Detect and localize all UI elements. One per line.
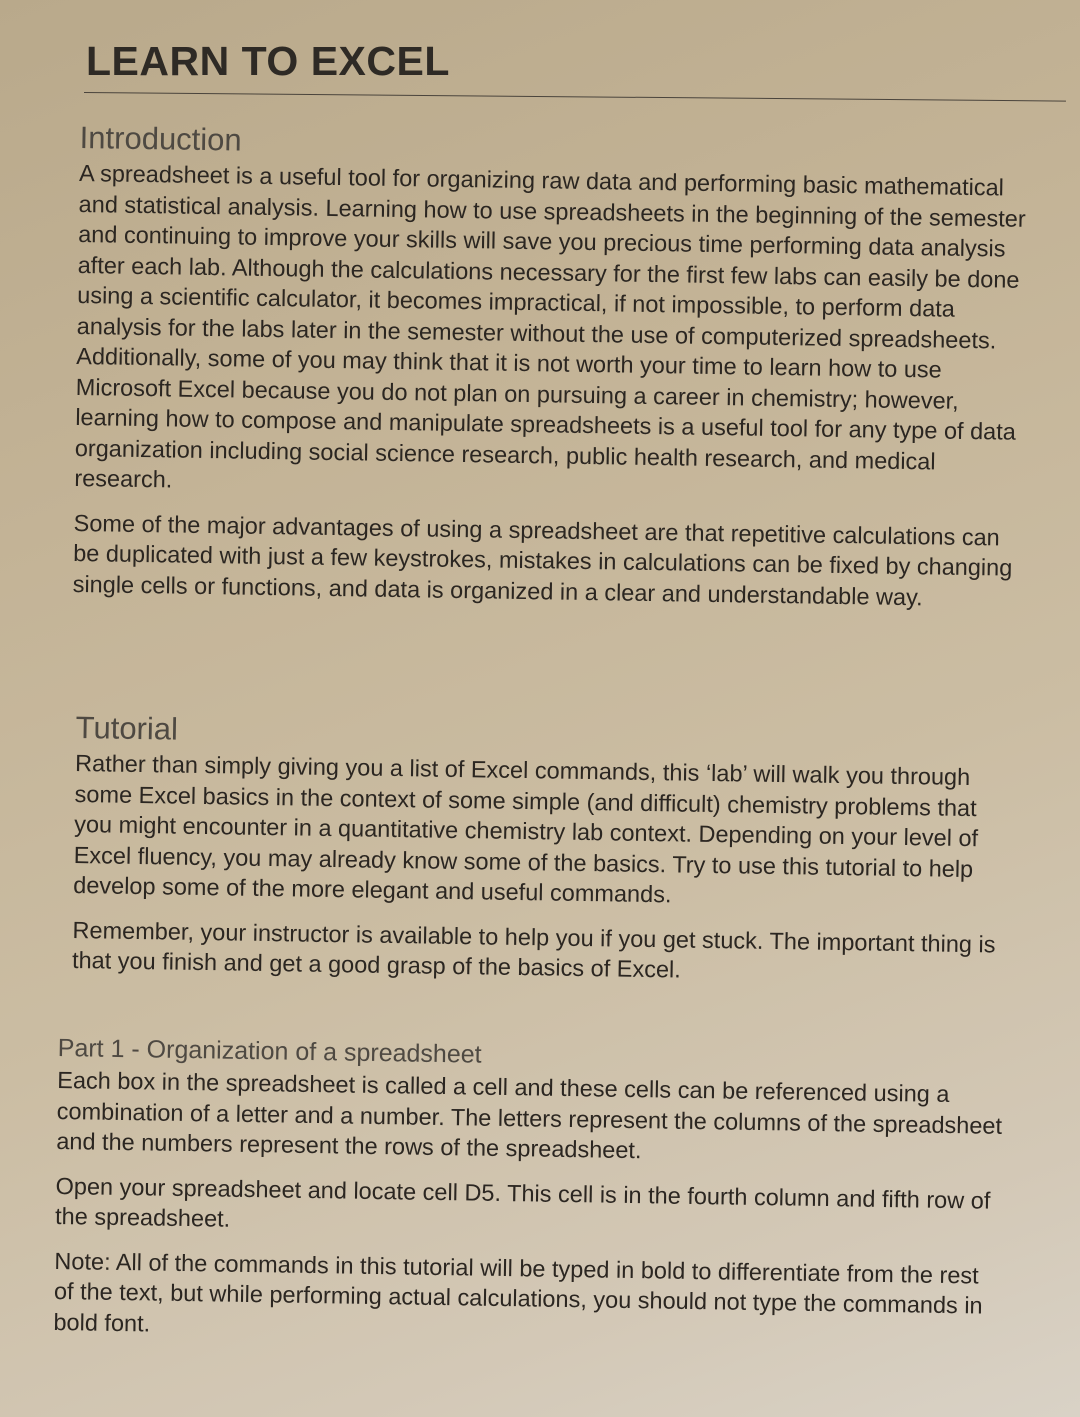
section-heading-tutorial: Tutorial [75, 710, 179, 747]
paragraph: Some of the major advantages of using a spreadsheet are that repetitive calculations can be duplicated with just a few keystrokes, mistakes in calculations can be fixed by changing single cells or functions, and data is organized in a clear and understandable way. [72, 509, 1013, 610]
paragraph: A spreadsheet is a useful tool for organizing raw data and performing basic mathematical and statistical analysis. Learning how to use spreadsheets in the beginning of the semester and continuing to improve your skills will save you precious time performing data analysis after each lab. Although the calculations necessary for the first few labs can easily be done using a scientific calculator, it becomes impractical, if not impossible, to perform data analysis for the labs later in the semester without the use of computerized spreadsheets. Additionally, some of you may think that it is not worth your time to learn how to use Microsoft Excel because you do not plan on pursuing a career in chemistry; however, learning how to compose and manipulate spreadsheets is a useful tool for any type of data organization including social science research, public health research, and medical research. [74, 159, 1026, 493]
paragraph: Each box in the spreadsheet is called a cell and these cells can be referenced using a combination of a letter and a number. The letters represent the columns of the spreadsheet and the numbers represent the rows of the spreadsheet. [56, 1066, 1003, 1164]
title-divider [84, 92, 1066, 102]
section-heading-part-1: Part 1 - Organization of a spreadsheet [57, 1034, 482, 1069]
section-tutorial [72, 710, 1011, 1004]
section-introduction [72, 120, 1030, 628]
section-part-1 [53, 1034, 1008, 1366]
paragraph: Rather than simply giving you a list of Excel commands, this ‘lab’ will walk you through some Excel basics in the context of some simple (and difficult) chemistry problems that you might encounter in a quantitative chemistry lab context. Depending on your level of Excel fluency, you may already know some of the basics. Try to use this tutorial to help develop some of the more elegant and useful commands. [73, 749, 979, 908]
document-title: LEARN TO EXCEL [86, 38, 450, 84]
paragraph: Remember, your instructor is available to help you if you get stuck. The important thing is that you finish and get a good grasp of the basics of Excel. [71, 916, 996, 983]
paragraph: Note: All of the commands in this tutorial will be typed in bold to differentiate from the rest of the text, but while performing actual calculations, you should not type the commands in bold font. [53, 1247, 983, 1336]
paragraph: Open your spreadsheet and locate cell D5. This cell is in the fourth column and fifth row of the spreadsheet. [54, 1172, 991, 1232]
section-heading-introduction: Introduction [79, 120, 242, 158]
